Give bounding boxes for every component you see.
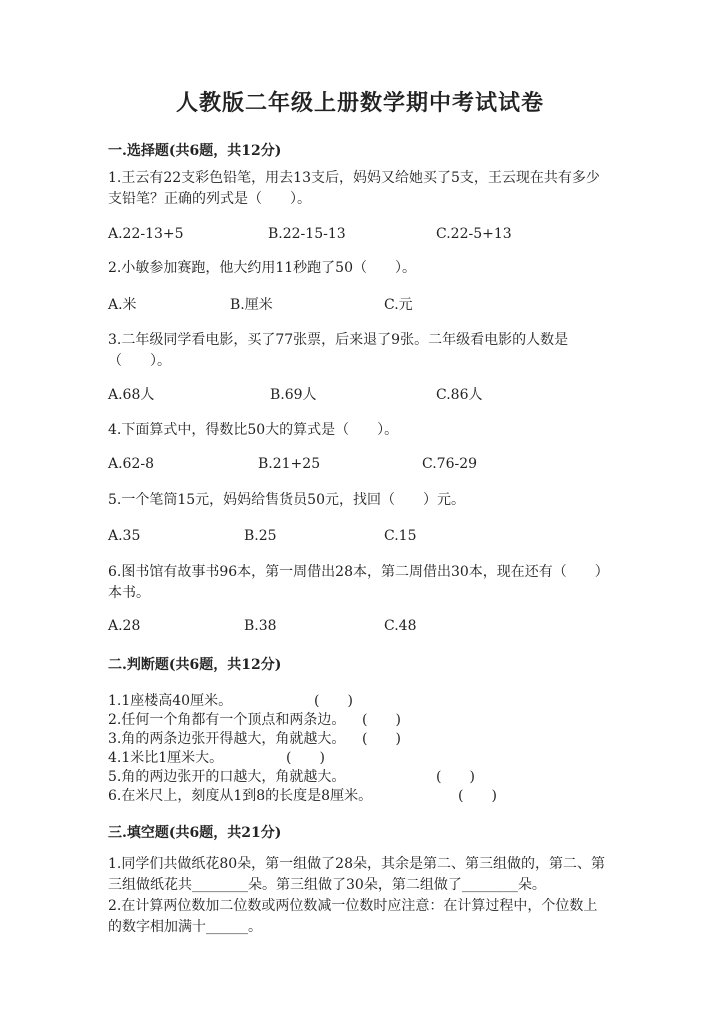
page-title: 人教版二年级上册数学期中考试试卷 xyxy=(175,90,544,116)
answer-blank: ( ) xyxy=(362,731,401,747)
answer-blank: ( ) xyxy=(362,712,401,728)
section-heading-choice: 一.选择题(共6题，共12分) xyxy=(108,143,282,159)
option-b: B.21+25 xyxy=(258,456,321,472)
answer-blank: ( ) xyxy=(314,693,353,709)
option-b: B.22-15-13 xyxy=(268,226,346,242)
judgement-item: 6.在米尺上，刻度从1到8的长度是8厘米。 xyxy=(108,788,373,804)
question-text: 5.一个笔筒15元，妈妈给售货员50元，找回（ ）元。 xyxy=(108,492,465,508)
option-a: A.28 xyxy=(108,618,141,634)
judgement-item: 5.角的两边张开的口越大，角就越大。 xyxy=(108,769,346,785)
option-a: A.22-13+5 xyxy=(108,226,184,242)
question-text: 6.图书馆有故事书96本，第一周借出28本，第二周借出30本，现在还有（ ）本书。 xyxy=(108,564,602,601)
fill-item: 1.同学们共做纸花80朵，第一组做了28朵，其余是第二、第三组做的，第二、第三组做纸花共________朵。第三组做了30朵，第二组做了________朵。 xyxy=(108,856,605,893)
option-c: C.86人 xyxy=(436,387,483,403)
option-c: C.76-29 xyxy=(422,456,478,472)
answer-blank: ( ) xyxy=(436,769,475,785)
option-a: A.68人 xyxy=(108,387,155,403)
option-b: B.25 xyxy=(244,528,277,544)
section-heading-judgement: 二.判断题(共6题，共12分) xyxy=(108,657,282,673)
judgement-item: 2.任何一个角都有一个顶点和两条边。 xyxy=(108,712,346,728)
option-a: A.35 xyxy=(108,528,141,544)
option-b: B.厘米 xyxy=(230,297,273,313)
answer-blank: ( ) xyxy=(458,788,497,804)
question-text: 4.下面算式中，得数比50大的算式是（ ）。 xyxy=(108,422,399,438)
option-a: A.62-8 xyxy=(108,456,155,472)
answer-blank: ( ) xyxy=(286,750,325,766)
judgement-item: 3.角的两条边张开得越大，角就越大。 xyxy=(108,731,346,747)
option-c: C.48 xyxy=(384,618,417,634)
option-b: B.38 xyxy=(244,618,277,634)
question-text: 2.小敏参加赛跑，他大约用11秒跑了50（ ）。 xyxy=(108,260,416,276)
question-text: 3.二年级同学看电影，买了77张票，后来退了9张。二年级看电影的人数是（ ）。 xyxy=(108,332,569,369)
fill-item: 2.在计算两位数加二位数或两位数减一位数时应注意：在计算过程中，个位数上的数字相加满十______。 xyxy=(108,898,598,935)
option-c: C.15 xyxy=(384,528,417,544)
section-heading-fill: 三.填空题(共6题，共21分) xyxy=(108,825,282,841)
judgement-item: 1.1座楼高40厘米。 xyxy=(108,693,233,709)
option-a: A.米 xyxy=(108,297,137,313)
option-c: C.22-5+13 xyxy=(436,226,512,242)
question-text: 1.王云有22支彩色铅笔，用去13支后，妈妈又给她买了5支，王云现在共有多少支铅笔？正确的列式是（ ）。 xyxy=(108,170,600,207)
option-c: C.元 xyxy=(384,297,413,313)
judgement-item: 4.1米比1厘米大。 xyxy=(108,750,224,766)
option-b: B.69人 xyxy=(270,387,317,403)
